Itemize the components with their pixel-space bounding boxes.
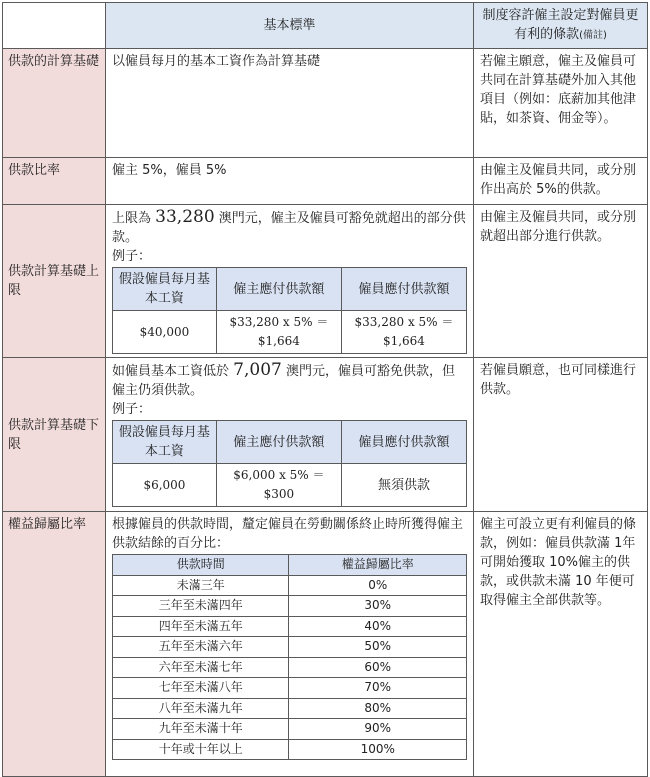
lower-th-employee: 僱員應付供款額	[341, 421, 466, 464]
vesting-ratio: 50%	[289, 637, 467, 658]
table-row	[113, 719, 467, 740]
vesting-period: 三年至未滿四年	[113, 596, 289, 617]
table-row	[113, 698, 467, 719]
standard-upper	[106, 205, 474, 358]
header-notes: 制度容許僱主設定對僱員更有利的條款(備註)	[474, 3, 648, 49]
standard-basis: 以僱員每月的基本工資作為計算基礎	[106, 49, 474, 158]
upper-description: 上限為 33,280 澳門元，僱主及僱員可豁免就超出的部分供款。	[112, 207, 466, 245]
lower-example-table	[112, 420, 467, 507]
vesting-period: 七年至未滿八年	[113, 678, 289, 699]
row-label-lower: 供款計算基礎下限	[3, 358, 106, 512]
upper-example-label: 例子：	[112, 249, 152, 264]
row-label-upper: 供款計算基礎上限	[3, 205, 106, 358]
vesting-description: 根據僱員的供款時間，釐定僱員在勞動關係終止時所獲得僱主供款結餘的百分比：	[112, 517, 464, 551]
note-basis: 若僱主願意，僱主及僱員可共同在計算基礎外加入其他項目（例如：底薪加其他津貼，如茶資、佣金等）。	[474, 49, 648, 158]
lower-td-employee: 無須供款	[341, 464, 466, 507]
standard-vesting	[106, 512, 474, 777]
vesting-th-period: 供款時間	[113, 555, 289, 576]
lower-td-employer: $6,000 x 5% ＝$300	[216, 464, 341, 507]
vesting-period: 六年至未滿七年	[113, 657, 289, 678]
row-basis	[3, 49, 648, 158]
note-vesting: 僱主可設立更有利僱員的條款，例如：僱員供款滿 1年可開始獲取 10%僱主的供款，或供款未滿 10 年便可取得僱主全部供款等。	[474, 512, 648, 777]
table-row	[113, 637, 467, 658]
provident-fund-table	[2, 2, 648, 777]
row-rate	[3, 158, 648, 205]
header-row	[3, 3, 648, 49]
upper-td-employer: $33,280 x 5% ＝$1,664	[216, 311, 341, 354]
lower-th-salary: 假設僱員每月基本工資	[113, 421, 217, 464]
table-row	[113, 657, 467, 678]
row-label-rate: 供款比率	[3, 158, 106, 205]
table-row	[113, 739, 467, 760]
vesting-period: 四年至未滿五年	[113, 616, 289, 637]
table-row	[113, 575, 467, 596]
vesting-th-ratio: 權益歸屬比率	[289, 555, 467, 576]
vesting-period: 八年至未滿九年	[113, 698, 289, 719]
vesting-ratio: 0%	[289, 575, 467, 596]
vesting-ratio: 60%	[289, 657, 467, 678]
row-label-vesting: 權益歸屬比率	[3, 512, 106, 777]
upper-td-employee: $33,280 x 5% ＝$1,664	[341, 311, 466, 354]
lower-amount: 7,007	[233, 360, 282, 380]
lower-description: 如僱員基本工資低於 7,007 澳門元，僱員可豁免供款，但僱主仍須供款。	[112, 360, 455, 398]
vesting-period: 五年至未滿六年	[113, 637, 289, 658]
lower-th-employer: 僱主應付供款額	[216, 421, 341, 464]
upper-td-salary: $40,000	[113, 311, 217, 354]
vesting-ratio: 90%	[289, 719, 467, 740]
header-standard: 基本標準	[106, 3, 474, 49]
table-row	[113, 616, 467, 637]
notes-suffix: (備註)	[579, 30, 607, 41]
row-lower	[3, 358, 648, 512]
vesting-ratio: 30%	[289, 596, 467, 617]
upper-example-table	[112, 267, 467, 354]
upper-th-employer: 僱主應付供款額	[216, 268, 341, 311]
vesting-ratio: 80%	[289, 698, 467, 719]
table-row	[113, 596, 467, 617]
upper-th-employee: 僱員應付供款額	[341, 268, 466, 311]
vesting-table	[112, 554, 467, 760]
upper-th-salary: 假設僱員每月基本工資	[113, 268, 217, 311]
vesting-ratio: 70%	[289, 678, 467, 699]
row-vesting	[3, 512, 648, 777]
lower-td-salary: $6,000	[113, 464, 217, 507]
lower-example-label: 例子：	[112, 402, 152, 417]
note-upper: 由僱主及僱員共同，或分別就超出部分進行供款。	[474, 205, 648, 358]
vesting-ratio: 40%	[289, 616, 467, 637]
vesting-ratio: 100%	[289, 739, 467, 760]
upper-amount: 33,280	[155, 207, 215, 227]
row-upper	[3, 205, 648, 358]
row-label-basis: 供款的計算基礎	[3, 49, 106, 158]
note-lower: 若僱員願意，也可同樣進行供款。	[474, 358, 648, 512]
standard-rate: 僱主 5%，僱員 5%	[106, 158, 474, 205]
standard-lower	[106, 358, 474, 512]
note-rate: 由僱主及僱員共同，或分別作出高於 5%的供款。	[474, 158, 648, 205]
vesting-period: 未滿三年	[113, 575, 289, 596]
header-corner-cell	[3, 3, 106, 49]
table-row	[113, 678, 467, 699]
vesting-period: 十年或十年以上	[113, 739, 289, 760]
vesting-period: 九年至未滿十年	[113, 719, 289, 740]
